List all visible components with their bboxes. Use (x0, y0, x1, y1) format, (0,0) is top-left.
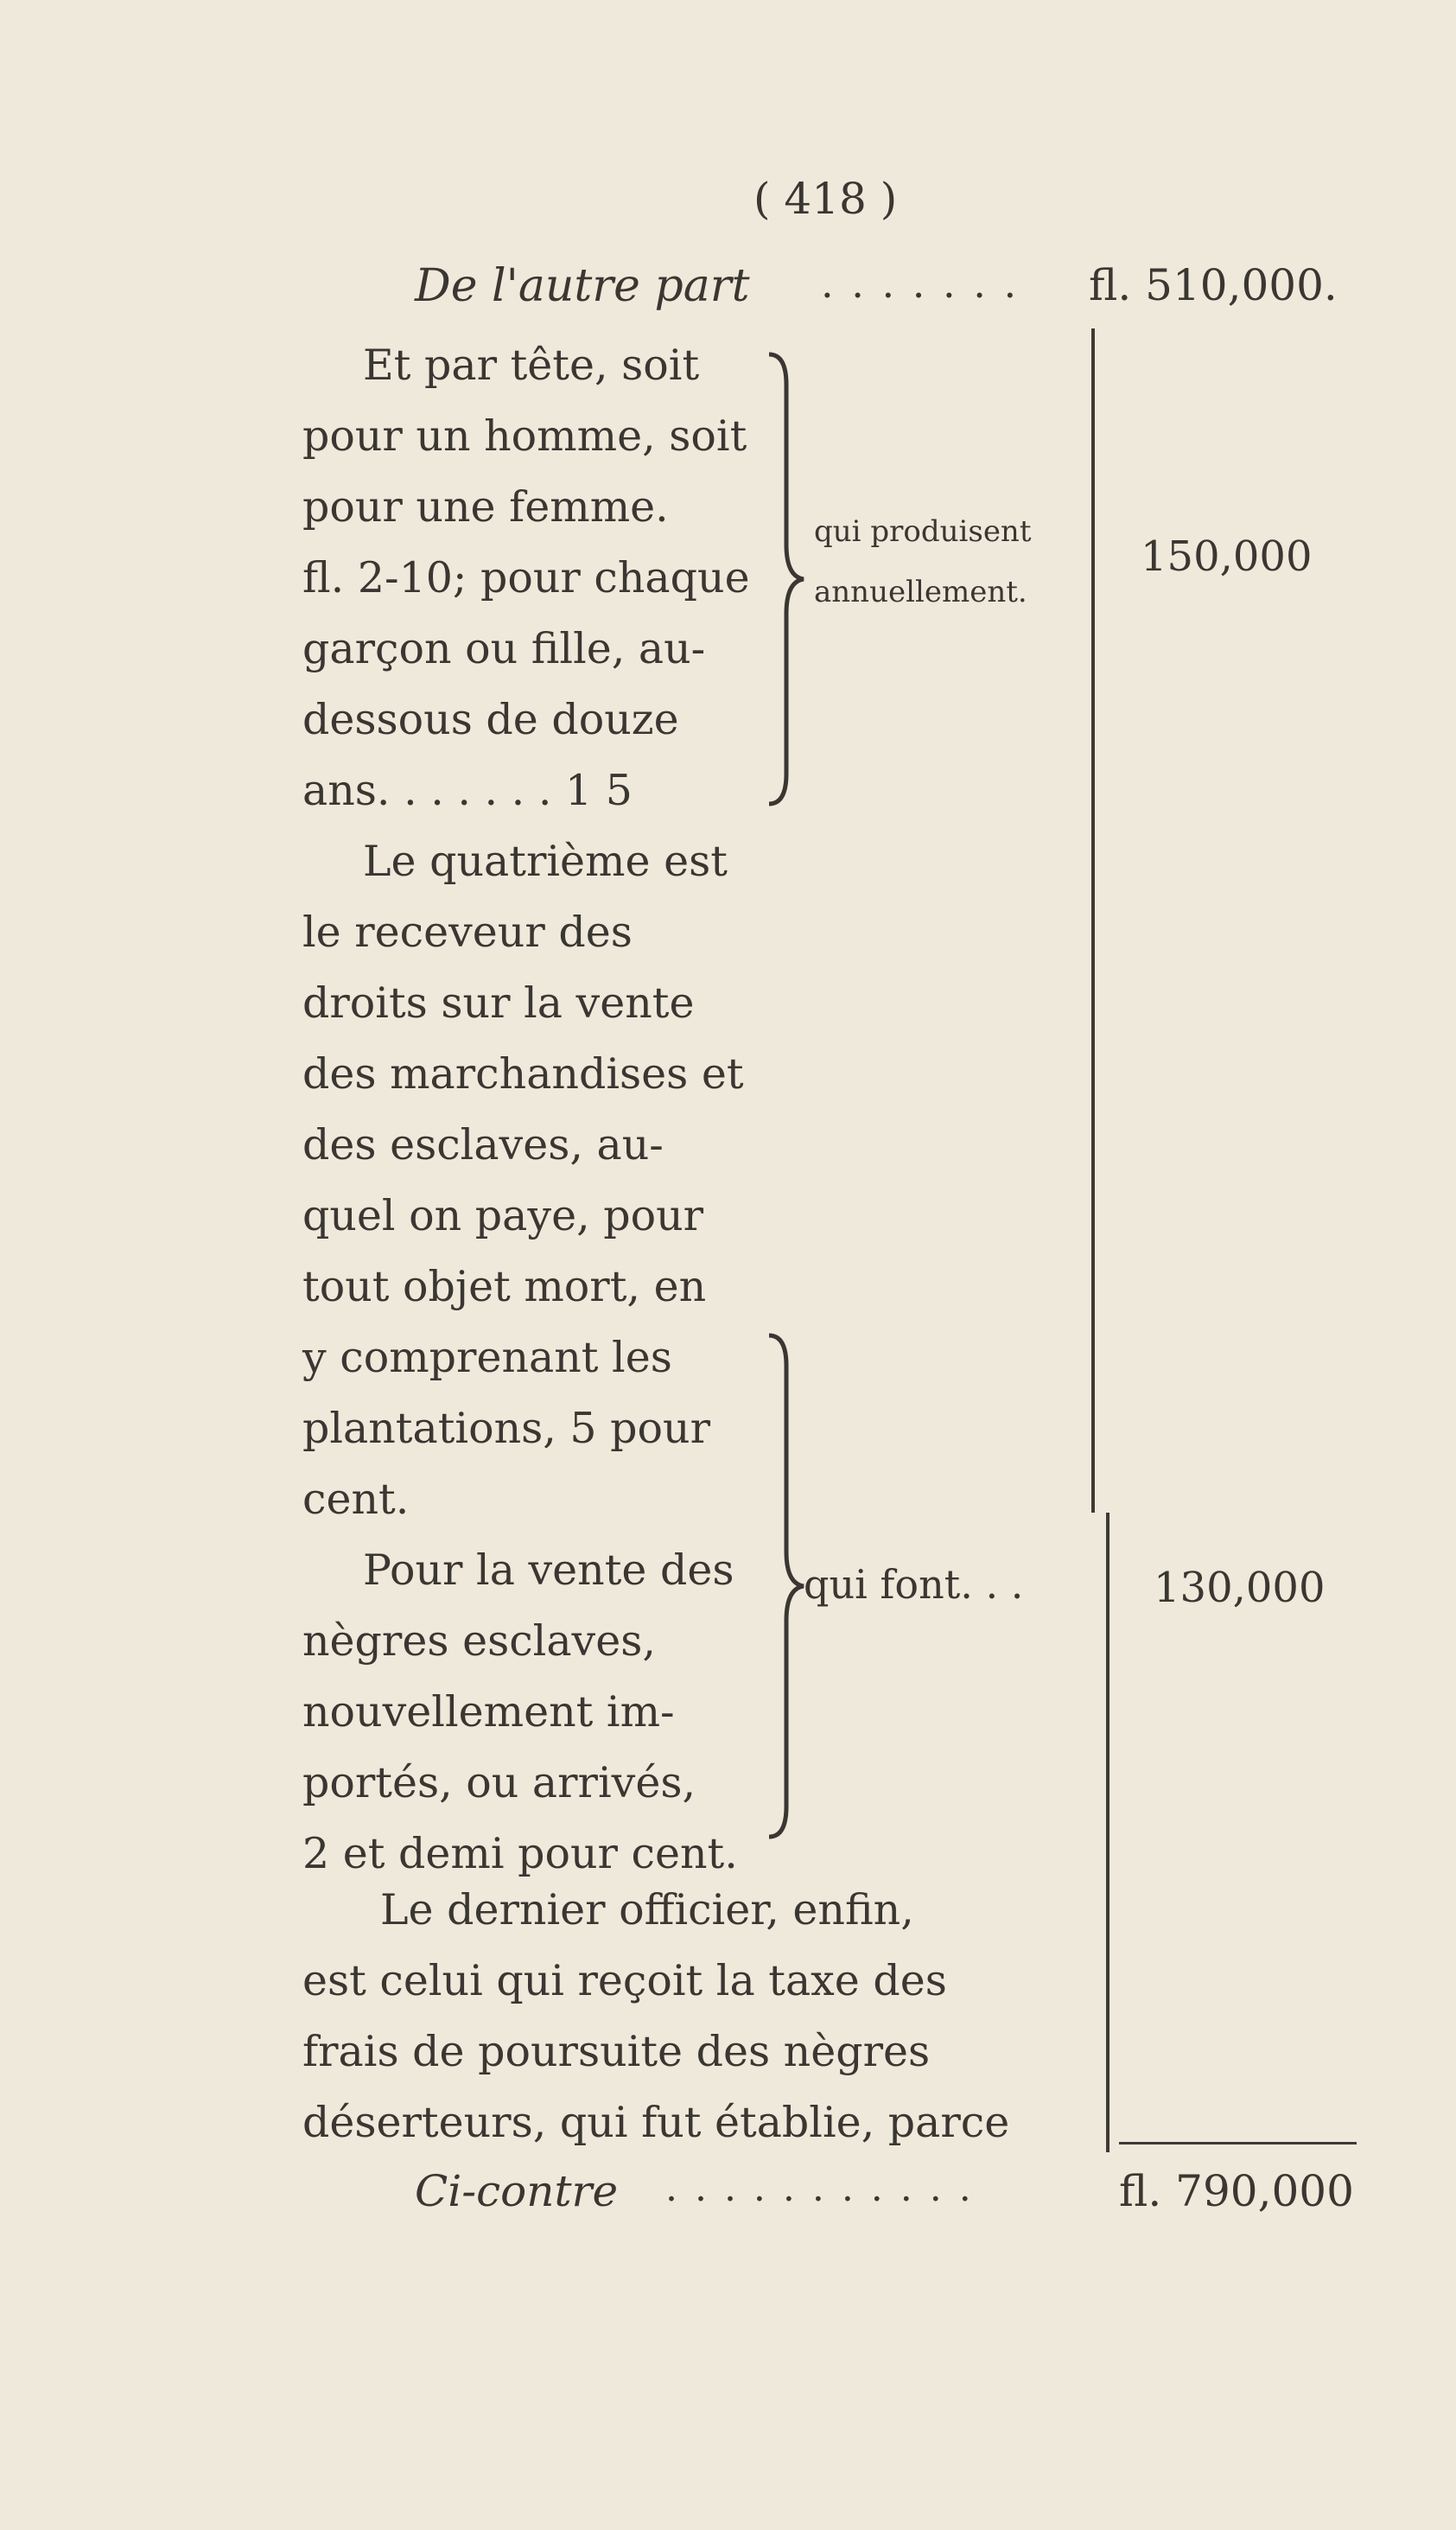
text-line: tout objet mort, en (302, 1262, 707, 1311)
text-line: Le dernier officier, enfin, (380, 1885, 914, 1934)
text-line: droits sur la vente (302, 978, 695, 1028)
carried-forward-label: De l'autre part (415, 260, 750, 312)
text-line: pour un homme, soit (302, 411, 747, 461)
text-line: nouvellement im- (302, 1687, 675, 1737)
text-line: frais de poursuite des nègres (302, 2027, 931, 2076)
text-line: Et par tête, soit (363, 341, 700, 390)
text-line: nègres esclaves, (302, 1616, 656, 1666)
text-line: dessous de douze (302, 695, 679, 744)
carried-over-amount: fl. 790,000 (1119, 2166, 1354, 2216)
text-line: Le quatrième est (363, 837, 728, 886)
text-line: cent. (302, 1475, 410, 1524)
carried-forward-amount: fl. 510,000. (1089, 260, 1338, 310)
column-rule-lower (1106, 1513, 1109, 2152)
page-number: ( 418 ) (753, 174, 898, 224)
text-line: pour une femme. (302, 482, 669, 532)
text-line: des marchandises et (302, 1049, 744, 1099)
carried-over-label: Ci-contre (415, 2166, 619, 2216)
text-line: des esclaves, au- (302, 1120, 664, 1169)
text-line: quel on paye, pour (302, 1191, 704, 1240)
text-line: le receveur des (302, 908, 633, 957)
text-line: plantations, 5 pour (302, 1404, 711, 1453)
text-line: est celui qui reçoit la taxe des (302, 1956, 947, 2005)
carried-over-dots: . . . . . . . . . . . (665, 2166, 974, 2210)
annotation-line: qui font. . . (804, 1561, 1024, 1608)
annotation-line: annuellement. (814, 575, 1027, 609)
text-line: ans. . . . . . . 1 5 (302, 766, 633, 815)
total-rule (1119, 2142, 1357, 2144)
amount: 130,000 (1154, 1564, 1326, 1612)
carried-forward-dots: . . . . . . . (821, 260, 1020, 307)
annotation-line: qui produisent (814, 514, 1032, 549)
text-line: portés, ou arrivés, (302, 1758, 696, 1807)
text-line: fl. 2-10; pour chaque (302, 553, 750, 602)
text-line: Pour la vente des (363, 1545, 734, 1595)
text-line: y comprenant les (302, 1333, 672, 1382)
amount: 150,000 (1141, 532, 1313, 581)
curly-brace-icon (760, 350, 812, 808)
text-line: déserteurs, qui fut établie, parce (302, 2098, 1010, 2147)
column-rule-upper (1091, 328, 1095, 1513)
text-line: garçon ou fille, au- (302, 624, 706, 673)
text-line: 2 et demi pour cent. (302, 1829, 738, 1878)
